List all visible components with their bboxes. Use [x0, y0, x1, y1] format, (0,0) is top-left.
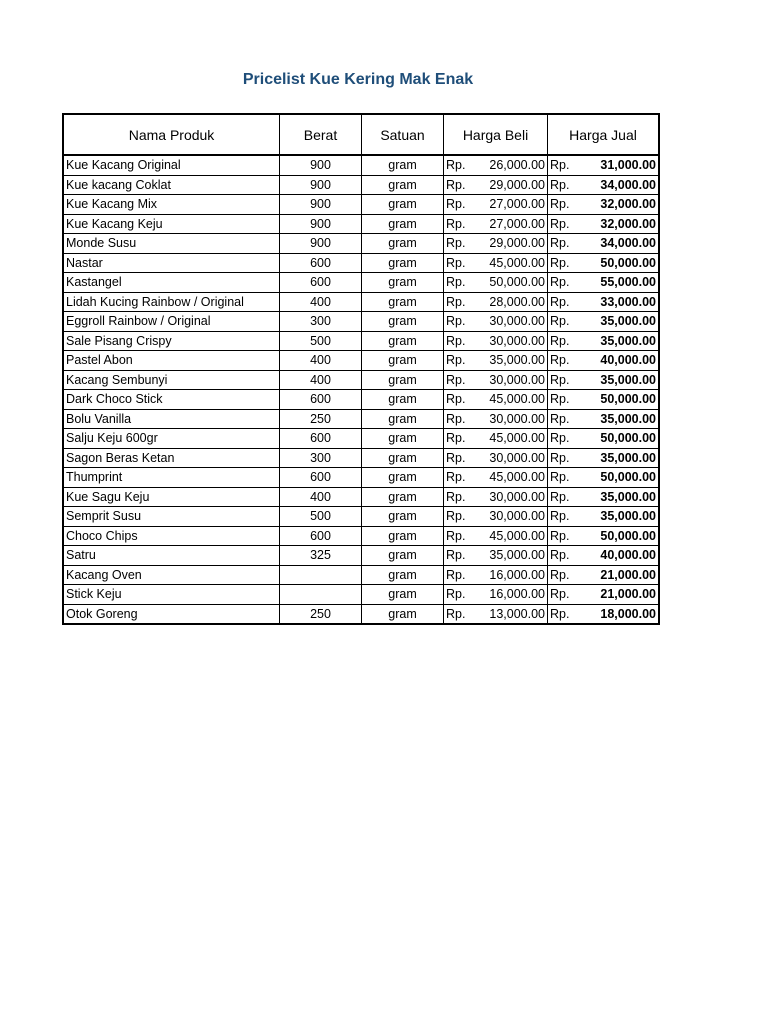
product-name: Pastel Abon: [63, 351, 280, 371]
sell-price: 55,000.00: [600, 275, 656, 290]
product-weight: 600: [280, 253, 362, 273]
table-row: [63, 273, 659, 293]
product-unit: gram: [362, 565, 444, 585]
currency-label: Rp.: [550, 255, 570, 270]
product-unit: gram: [362, 546, 444, 566]
product-name: Dark Choco Stick: [63, 390, 280, 410]
sell-price: 34,000.00: [600, 177, 656, 192]
currency-label: Rp.: [446, 392, 466, 407]
sell-price-cell: [548, 292, 660, 312]
currency-label: Rp.: [550, 509, 570, 524]
product-unit: gram: [362, 585, 444, 605]
sell-price-cell: [548, 273, 660, 293]
currency-label: Rp.: [446, 216, 466, 231]
sell-price: 50,000.00: [600, 392, 656, 407]
sell-price: 35,000.00: [600, 489, 656, 504]
sell-price-cell: [548, 312, 660, 332]
sell-price: 50,000.00: [600, 431, 656, 446]
buy-price-cell: [444, 253, 548, 273]
product-weight: 325: [280, 546, 362, 566]
product-weight: 600: [280, 429, 362, 449]
currency-label: Rp.: [550, 158, 570, 173]
table-row: [63, 507, 659, 527]
currency-label: Rp.: [550, 197, 570, 212]
sell-price-cell: [548, 546, 660, 566]
table-row: [63, 429, 659, 449]
table-row: [63, 312, 659, 332]
table-row: [63, 546, 659, 566]
buy-price: 50,000.00: [489, 275, 545, 290]
buy-price-cell: [444, 292, 548, 312]
table-row: [63, 214, 659, 234]
table-row: [63, 526, 659, 546]
currency-label: Rp.: [446, 255, 466, 270]
product-unit: gram: [362, 253, 444, 273]
product-weight: [280, 565, 362, 585]
sell-price: 50,000.00: [600, 255, 656, 270]
sell-price-cell: [548, 487, 660, 507]
product-name: Kacang Oven: [63, 565, 280, 585]
product-name: Kue Kacang Original: [63, 155, 280, 175]
product-unit: gram: [362, 487, 444, 507]
product-weight: 600: [280, 390, 362, 410]
buy-price: 29,000.00: [489, 236, 545, 251]
buy-price: 30,000.00: [489, 509, 545, 524]
buy-price: 30,000.00: [489, 372, 545, 387]
currency-label: Rp.: [446, 333, 466, 348]
buy-price: 45,000.00: [489, 431, 545, 446]
currency-label: Rp.: [446, 294, 466, 309]
product-name: Salju Keju 600gr: [63, 429, 280, 449]
currency-label: Rp.: [550, 587, 570, 602]
sell-price-cell: [548, 195, 660, 215]
currency-label: Rp.: [446, 177, 466, 192]
buy-price-cell: [444, 604, 548, 624]
product-weight: 500: [280, 507, 362, 527]
buy-price-cell: [444, 312, 548, 332]
product-weight: 900: [280, 214, 362, 234]
product-unit: gram: [362, 331, 444, 351]
product-unit: gram: [362, 214, 444, 234]
product-weight: 900: [280, 234, 362, 254]
sell-price: 32,000.00: [600, 216, 656, 231]
currency-label: Rp.: [446, 411, 466, 426]
currency-label: Rp.: [550, 431, 570, 446]
price-table: [62, 113, 660, 625]
product-weight: 900: [280, 175, 362, 195]
table-row: [63, 604, 659, 624]
table-row: [63, 292, 659, 312]
buy-price-cell: [444, 331, 548, 351]
currency-label: Rp.: [446, 528, 466, 543]
product-unit: gram: [362, 351, 444, 371]
buy-price-cell: [444, 487, 548, 507]
buy-price-cell: [444, 546, 548, 566]
product-name: Otok Goreng: [63, 604, 280, 624]
buy-price-cell: [444, 273, 548, 293]
sell-price: 31,000.00: [600, 158, 656, 173]
currency-label: Rp.: [446, 236, 466, 251]
currency-label: Rp.: [550, 177, 570, 192]
buy-price-cell: [444, 409, 548, 429]
product-name: Eggroll Rainbow / Original: [63, 312, 280, 332]
currency-label: Rp.: [446, 489, 466, 504]
product-unit: gram: [362, 468, 444, 488]
table-row: [63, 565, 659, 585]
buy-price: 16,000.00: [489, 567, 545, 582]
sell-price: 35,000.00: [600, 314, 656, 329]
product-name: Kue kacang Coklat: [63, 175, 280, 195]
currency-label: Rp.: [550, 392, 570, 407]
currency-label: Rp.: [550, 236, 570, 251]
buy-price-cell: [444, 155, 548, 175]
table-row: [63, 370, 659, 390]
buy-price-cell: [444, 448, 548, 468]
table-row: [63, 253, 659, 273]
product-unit: gram: [362, 507, 444, 527]
product-weight: 900: [280, 155, 362, 175]
product-name: Kue Kacang Keju: [63, 214, 280, 234]
table-row: [63, 585, 659, 605]
buy-price: 35,000.00: [489, 548, 545, 563]
currency-label: Rp.: [446, 275, 466, 290]
buy-price: 30,000.00: [489, 333, 545, 348]
sell-price: 35,000.00: [600, 411, 656, 426]
currency-label: Rp.: [446, 509, 466, 524]
product-weight: 300: [280, 312, 362, 332]
product-name: Lidah Kucing Rainbow / Original: [63, 292, 280, 312]
product-weight: 400: [280, 351, 362, 371]
buy-price: 45,000.00: [489, 470, 545, 485]
product-name: Choco Chips: [63, 526, 280, 546]
buy-price: 30,000.00: [489, 450, 545, 465]
product-weight: 250: [280, 409, 362, 429]
buy-price-cell: [444, 370, 548, 390]
product-weight: 400: [280, 370, 362, 390]
currency-label: Rp.: [446, 431, 466, 446]
sell-price: 18,000.00: [600, 606, 656, 621]
product-name: Kacang Sembunyi: [63, 370, 280, 390]
product-name: Kue Kacang Mix: [63, 195, 280, 215]
header-sell-price: Harga Jual: [548, 114, 660, 155]
buy-price-cell: [444, 390, 548, 410]
product-unit: gram: [362, 370, 444, 390]
product-weight: 600: [280, 273, 362, 293]
sell-price: 35,000.00: [600, 333, 656, 348]
product-weight: 400: [280, 292, 362, 312]
sell-price-cell: [548, 175, 660, 195]
currency-label: Rp.: [550, 411, 570, 426]
product-name: Monde Susu: [63, 234, 280, 254]
sell-price-cell: [548, 234, 660, 254]
currency-label: Rp.: [446, 470, 466, 485]
buy-price-cell: [444, 507, 548, 527]
sell-price: 21,000.00: [600, 587, 656, 602]
buy-price: 30,000.00: [489, 489, 545, 504]
currency-label: Rp.: [550, 606, 570, 621]
table-row: [63, 234, 659, 254]
currency-label: Rp.: [550, 275, 570, 290]
buy-price-cell: [444, 195, 548, 215]
header-unit: Satuan: [362, 114, 444, 155]
sell-price-cell: [548, 604, 660, 624]
buy-price: 29,000.00: [489, 177, 545, 192]
sell-price-cell: [548, 331, 660, 351]
header-weight: Berat: [280, 114, 362, 155]
sell-price-cell: [548, 448, 660, 468]
product-weight: 600: [280, 468, 362, 488]
table-row: [63, 155, 659, 175]
product-weight: 250: [280, 604, 362, 624]
product-weight: 900: [280, 195, 362, 215]
sell-price-cell: [548, 507, 660, 527]
currency-label: Rp.: [550, 548, 570, 563]
buy-price-cell: [444, 214, 548, 234]
sell-price: 32,000.00: [600, 197, 656, 212]
currency-label: Rp.: [446, 567, 466, 582]
currency-label: Rp.: [550, 216, 570, 231]
product-unit: gram: [362, 195, 444, 215]
product-unit: gram: [362, 292, 444, 312]
sell-price-cell: [548, 370, 660, 390]
sell-price-cell: [548, 565, 660, 585]
buy-price-cell: [444, 429, 548, 449]
product-weight: 400: [280, 487, 362, 507]
product-unit: gram: [362, 273, 444, 293]
buy-price: 35,000.00: [489, 353, 545, 368]
currency-label: Rp.: [446, 158, 466, 173]
currency-label: Rp.: [446, 450, 466, 465]
sell-price: 40,000.00: [600, 548, 656, 563]
buy-price: 45,000.00: [489, 392, 545, 407]
sell-price-cell: [548, 253, 660, 273]
currency-label: Rp.: [550, 470, 570, 485]
sell-price-cell: [548, 409, 660, 429]
buy-price-cell: [444, 234, 548, 254]
buy-price-cell: [444, 468, 548, 488]
currency-label: Rp.: [446, 197, 466, 212]
currency-label: Rp.: [550, 567, 570, 582]
sell-price: 50,000.00: [600, 528, 656, 543]
sell-price-cell: [548, 351, 660, 371]
currency-label: Rp.: [446, 587, 466, 602]
table-row: [63, 448, 659, 468]
product-name: Kastangel: [63, 273, 280, 293]
product-weight: 500: [280, 331, 362, 351]
currency-label: Rp.: [550, 314, 570, 329]
sell-price-cell: [548, 585, 660, 605]
sell-price-cell: [548, 468, 660, 488]
buy-price-cell: [444, 526, 548, 546]
product-unit: gram: [362, 604, 444, 624]
table-row: [63, 487, 659, 507]
currency-label: Rp.: [446, 353, 466, 368]
sell-price: 40,000.00: [600, 353, 656, 368]
product-unit: gram: [362, 429, 444, 449]
buy-price: 27,000.00: [489, 216, 545, 231]
table-row: [63, 390, 659, 410]
header-buy-price: Harga Beli: [444, 114, 548, 155]
currency-label: Rp.: [550, 353, 570, 368]
product-unit: gram: [362, 155, 444, 175]
product-name: Sale Pisang Crispy: [63, 331, 280, 351]
sell-price: 21,000.00: [600, 567, 656, 582]
sell-price: 35,000.00: [600, 450, 656, 465]
table-row: [63, 468, 659, 488]
sell-price-cell: [548, 429, 660, 449]
table-row: [63, 175, 659, 195]
product-weight: 600: [280, 526, 362, 546]
currency-label: Rp.: [550, 528, 570, 543]
buy-price-cell: [444, 565, 548, 585]
currency-label: Rp.: [446, 372, 466, 387]
currency-label: Rp.: [446, 548, 466, 563]
product-name: Bolu Vanilla: [63, 409, 280, 429]
product-weight: [280, 585, 362, 605]
sell-price-cell: [548, 390, 660, 410]
product-name: Semprit Susu: [63, 507, 280, 527]
buy-price: 45,000.00: [489, 528, 545, 543]
product-unit: gram: [362, 312, 444, 332]
table-header-row: [63, 114, 659, 155]
sell-price: 35,000.00: [600, 372, 656, 387]
currency-label: Rp.: [550, 372, 570, 387]
page-title: Pricelist Kue Kering Mak Enak: [242, 71, 474, 88]
buy-price: 45,000.00: [489, 255, 545, 270]
currency-label: Rp.: [550, 333, 570, 348]
product-name: Nastar: [63, 253, 280, 273]
table-row: [63, 195, 659, 215]
buy-price: 13,000.00: [489, 606, 545, 621]
product-unit: gram: [362, 526, 444, 546]
product-unit: gram: [362, 390, 444, 410]
product-name: Stick Keju: [63, 585, 280, 605]
buy-price: 30,000.00: [489, 411, 545, 426]
product-name: Satru: [63, 546, 280, 566]
currency-label: Rp.: [446, 606, 466, 621]
product-unit: gram: [362, 409, 444, 429]
product-name: Kue Sagu Keju: [63, 487, 280, 507]
buy-price-cell: [444, 351, 548, 371]
sell-price-cell: [548, 155, 660, 175]
currency-label: Rp.: [550, 489, 570, 504]
product-weight: 300: [280, 448, 362, 468]
buy-price: 27,000.00: [489, 197, 545, 212]
sell-price: 50,000.00: [600, 470, 656, 485]
buy-price: 26,000.00: [489, 158, 545, 173]
product-name: Thumprint: [63, 468, 280, 488]
buy-price-cell: [444, 175, 548, 195]
table-row: [63, 331, 659, 351]
product-name: Sagon Beras Ketan: [63, 448, 280, 468]
sell-price-cell: [548, 214, 660, 234]
sell-price-cell: [548, 526, 660, 546]
buy-price: 16,000.00: [489, 587, 545, 602]
table-row: [63, 351, 659, 371]
buy-price: 28,000.00: [489, 294, 545, 309]
sell-price: 33,000.00: [600, 294, 656, 309]
currency-label: Rp.: [550, 294, 570, 309]
sell-price: 34,000.00: [600, 236, 656, 251]
product-unit: gram: [362, 234, 444, 254]
currency-label: Rp.: [446, 314, 466, 329]
currency-label: Rp.: [550, 450, 570, 465]
table-body: [63, 155, 659, 624]
buy-price-cell: [444, 585, 548, 605]
sell-price: 35,000.00: [600, 509, 656, 524]
header-name: Nama Produk: [63, 114, 280, 155]
buy-price: 30,000.00: [489, 314, 545, 329]
table-row: [63, 409, 659, 429]
product-unit: gram: [362, 175, 444, 195]
product-unit: gram: [362, 448, 444, 468]
